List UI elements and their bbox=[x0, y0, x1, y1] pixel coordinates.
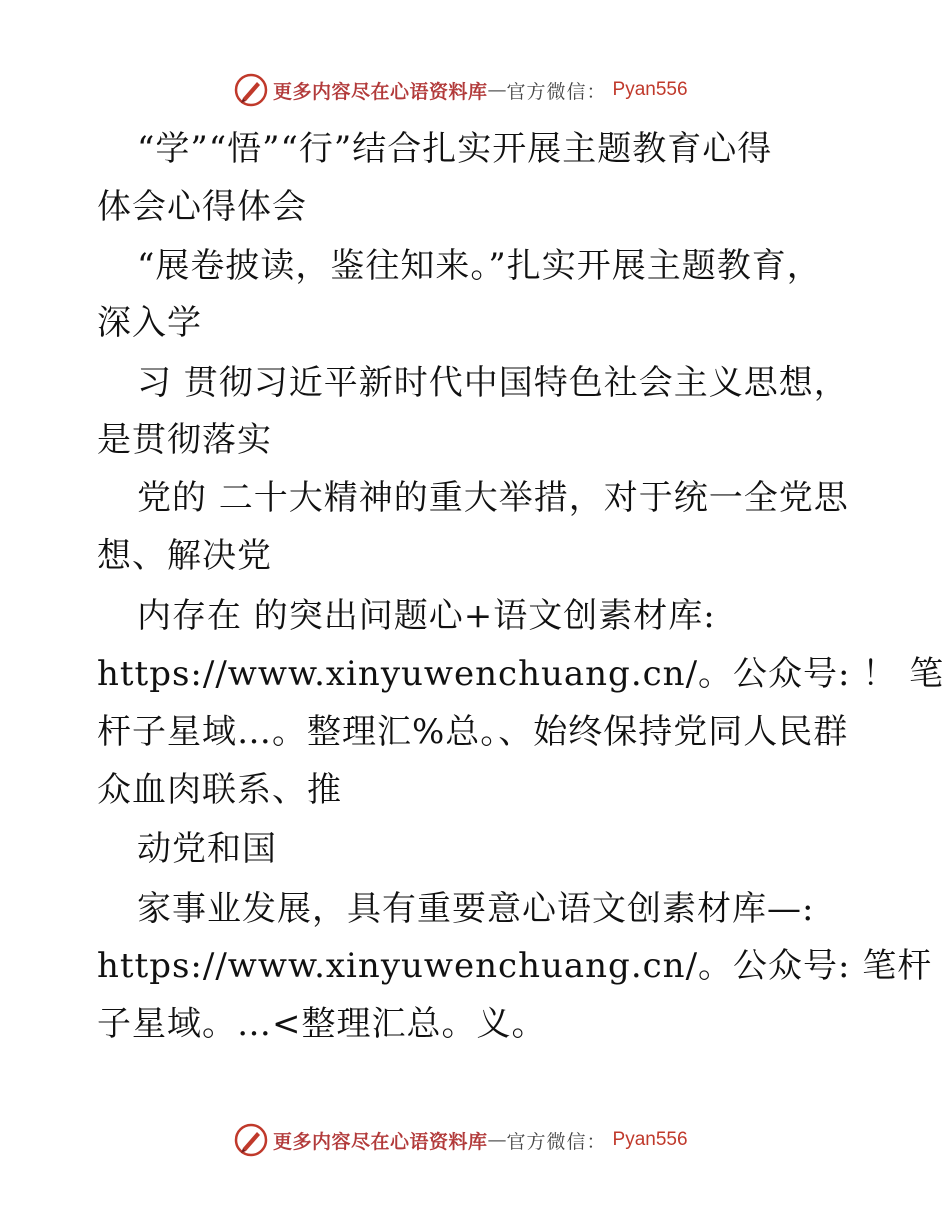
doc-line: “展卷披读，鉴往知来。”扎实开展主题教育， bbox=[137, 246, 822, 286]
doc-line: 子星域。…<整理汇总。义。 bbox=[97, 1004, 547, 1044]
doc-line: 内存在 的突出问题心+语文创素材库: bbox=[137, 596, 716, 636]
doc-line: 动党和国 bbox=[137, 829, 277, 869]
watermark-wechat-label: 官方微信： bbox=[506, 80, 607, 103]
watermark-wechat-id: Pyan556 bbox=[612, 1129, 688, 1150]
footer-watermark bbox=[0, 1120, 950, 1160]
watermark-site-text: 更多内容尽在心语资料库 bbox=[273, 1130, 488, 1153]
doc-line: 习 贯彻习近平新时代中国特色社会主义思想， bbox=[137, 363, 849, 403]
doc-line: 党的 二十大精神的重大举措，对于统一全党思 bbox=[137, 478, 849, 518]
header-watermark bbox=[0, 70, 950, 110]
doc-line: https://www.xinyuwenchuang.cn/。公众号: 笔杆 bbox=[97, 946, 933, 986]
doc-line: 杆子星域…。整理汇%总。、始终保持党同人民群 bbox=[97, 712, 849, 752]
pen-logo-icon bbox=[233, 72, 269, 108]
pen-logo-icon bbox=[233, 1122, 269, 1158]
doc-line: 家事业发展，具有重要意心语文创素材库—: bbox=[137, 889, 815, 929]
doc-line: 深入学 bbox=[97, 303, 202, 343]
doc-line: “学”“悟”“行”结合扎实开展主题教育心得 bbox=[137, 129, 773, 169]
watermark-dash: — bbox=[487, 1129, 507, 1151]
doc-line: 是贯彻落实 bbox=[97, 420, 272, 460]
watermark-wechat-id: Pyan556 bbox=[612, 79, 688, 100]
watermark-wechat-label: 官方微信： bbox=[506, 1130, 607, 1153]
doc-line: 想、解决党 bbox=[97, 536, 272, 576]
doc-line: 众血肉联系、推 bbox=[97, 770, 342, 810]
watermark-site-text: 更多内容尽在心语资料库 bbox=[273, 80, 488, 103]
watermark-dash: — bbox=[487, 79, 507, 101]
doc-line: 体会心得体会 bbox=[97, 187, 307, 227]
doc-line: https://www.xinyuwenchuang.cn/。公众号: ！ 笔 bbox=[97, 654, 945, 694]
